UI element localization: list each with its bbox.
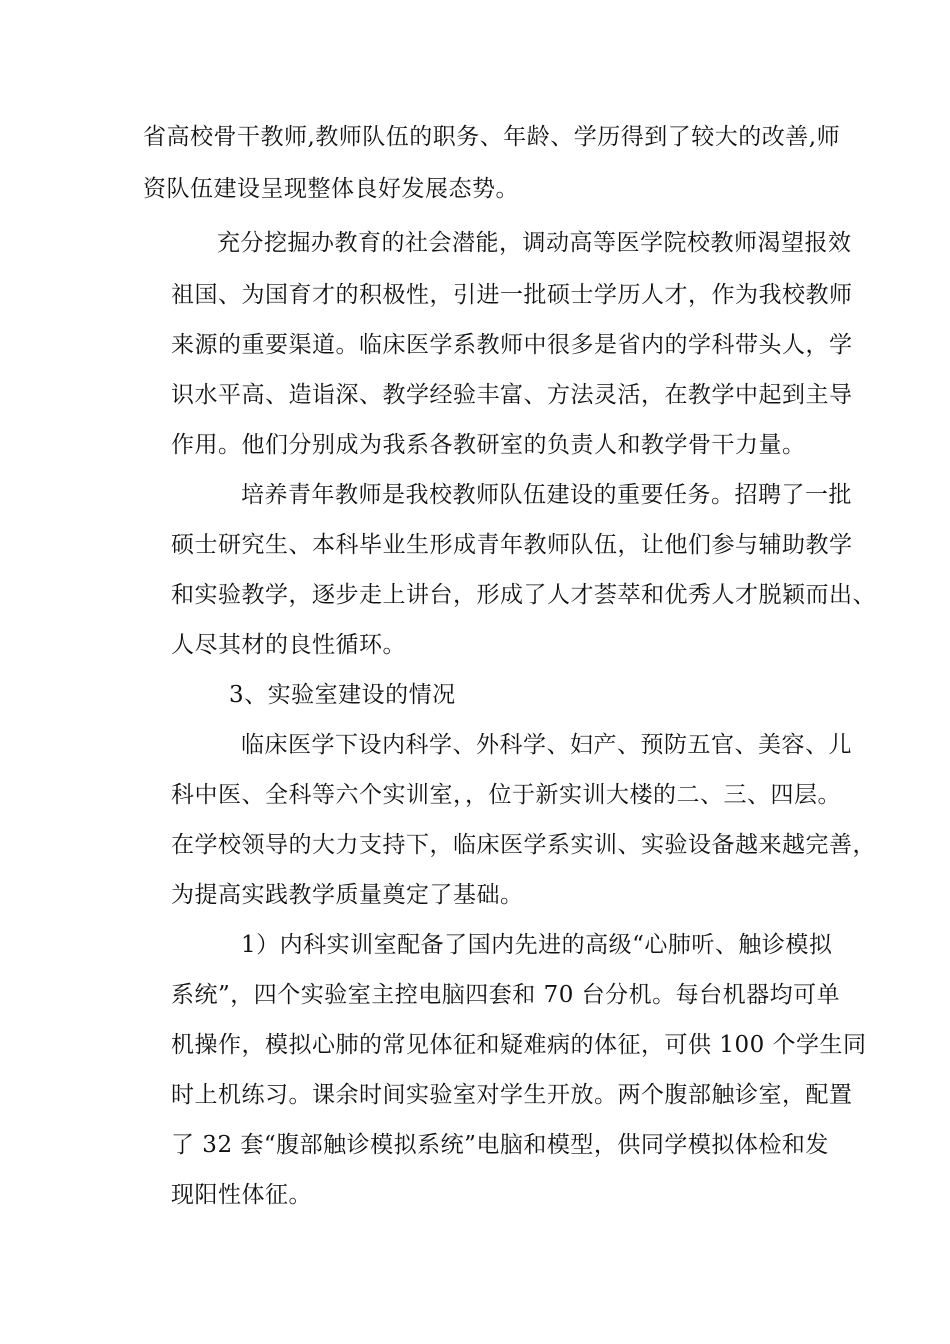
talent-paragraph-line: 充分挖掘办教育的社会潜能，调动高等医学院校教师渴望报效 <box>217 230 852 256</box>
talent-paragraph-line: 作用。他们分别成为我系各教研室的负责人和教学骨干力量。 <box>171 432 806 458</box>
talent-paragraph-line: 祖国、为国育才的积极性，引进一批硕士学历人才，作为我校教师 <box>171 282 853 308</box>
intro-line: 省高校骨干教师,教师队伍的职务、年龄、学历得到了较大的改善,师 <box>143 124 841 150</box>
talent-paragraph-line: 来源的重要渠道。临床医学系教师中很多是省内的学科带头人，学 <box>171 332 853 358</box>
lab-paragraph-line: 为提高实践教学质量奠定了基础。 <box>171 882 524 908</box>
internal-lab-paragraph-line: 1）内科实训室配备了国内先进的高级“心肺听、触诊模拟 <box>241 932 833 958</box>
young-teachers-paragraph-line: 和实验教学，逐步走上讲台，形成了人才荟萃和优秀人才脱颖而出、 <box>171 582 876 608</box>
internal-lab-paragraph-line: 机操作，模拟心肺的常见体征和疑难病的体征，可供 100 个学生同 <box>171 1032 867 1058</box>
section-heading: 3、实验室建设的情况 <box>229 682 456 708</box>
lab-paragraph-line: 科中医、全科等六个实训室，，位于新实训大楼的二、三、四层。 <box>171 782 841 808</box>
intro-line: 资队伍建设呈现整体良好发展态势。 <box>143 176 519 202</box>
young-teachers-paragraph-line: 培养青年教师是我校教师队伍建设的重要任务。招聘了一批 <box>241 482 852 508</box>
young-teachers-paragraph-line: 人尽其材的良性循环。 <box>171 632 406 658</box>
young-teachers-paragraph-line: 硕士研究生、本科毕业生形成青年教师队伍，让他们参与辅助教学 <box>171 532 853 558</box>
lab-paragraph-line: 临床医学下设内科学、外科学、妇产、预防五官、美容、儿 <box>241 732 852 758</box>
lab-paragraph-line: 在学校领导的大力支持下，临床医学系实训、实验设备越来越完善， <box>171 832 876 858</box>
talent-paragraph-line: 识水平高、造诣深、教学经验丰富、方法灵活，在教学中起到主导 <box>171 382 853 408</box>
internal-lab-paragraph-line: 时上机练习。课余时间实验室对学生开放。两个腹部触诊室，配置 <box>171 1082 853 1108</box>
internal-lab-paragraph-line: 现阳性体征。 <box>171 1182 312 1208</box>
internal-lab-paragraph-line: 了 32 套“腹部触诊模拟系统”电脑和模型，供同学模拟体检和发 <box>171 1132 829 1158</box>
internal-lab-paragraph-line: 系统”，四个实验室主控电脑四套和 70 台分机。每台机器均可单 <box>171 982 841 1008</box>
